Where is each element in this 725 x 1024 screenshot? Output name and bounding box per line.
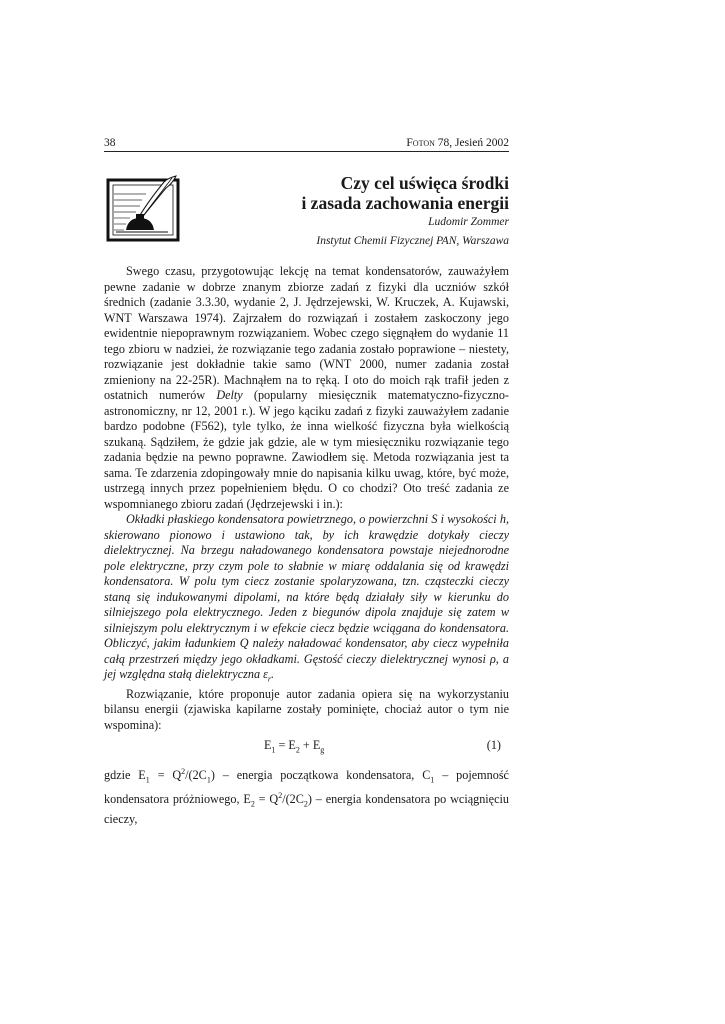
author-name: Ludomir Zommer [428,216,509,228]
where-b: = Q [149,768,182,783]
eq-sub-1: 1 [271,745,276,755]
problem-quote [104,512,509,687]
article-body [104,264,509,828]
delty-title: Delty [216,388,243,402]
equation-1 [104,735,509,757]
paragraph-where [104,764,509,828]
where-s4: 2 [250,799,255,809]
where-s5: 2 [303,799,308,809]
eq-sub-g: g [320,745,325,755]
inkwell-quill-icon [106,174,182,242]
eq-sub-2: 2 [295,745,300,755]
equation-number: (1) [486,738,501,753]
quote-end: . [271,667,275,681]
eq-mid-2: + E [299,738,321,753]
quote-text: Okładki płaskiego kondensatora powietrznego, o powierzchni S i wysokości h, skierowano pionowo i ustawiono tak, by ich krawędzie dotykały cieczy dielektrycznej. Na brzegu naładowanego kondensatora powstaje niejednorodne pole elektryczne, przy czym pole to słabnie w miarę oddalania się od krawędzi kondensatora. W polu tym ciecz zostanie spolaryzowana, tzn. cząsteczki cieczy staną się indukowanymi dipolami, na które będą działały siły w kierunku do silniejszego pola elektrycznego. Jeden z biegunów dipola znajduje się zatem w silniejszym polu elektrycznym i w efekcie ciecz będzie wciągana do kondensatora. Obliczyć, jakim ładunkiem Q należy naładować kondensator, aby ciecz wypełniła całą przestrzeń między jego okładkami. Gęstość cieczy dielektrycznej wynosi ρ, a jej względna stałą dielektryczna ε [104,512,509,681]
where-h: ) – energia kondensatora po wciągnięciu cieczy, [104,792,509,827]
title-line-1: Czy cel uświęca środki [340,173,509,193]
paragraph-solution: Rozwiązanie, które proponuje autor zadania opiera się na wykorzystaniu bilansu energii (zjawiska kapilarne zostały pominięte, chociaż autor o tym nie wspomina): [104,686,509,732]
where-s3: 1 [430,775,435,785]
paragraph-intro [104,264,509,512]
equation-expression [264,738,324,758]
where-sup2: 2 [278,791,283,801]
intro-text-b: (popularny miesięcznik matematyczno-fizyczno-astronomiczny, nr 12, 2001 r.). W jego kąciku zadań z fizyki zauważyłem zadanie bardzo podobne (F562), tyle tylko, że inna wielkość fizyczna była wielkością szukaną. Sądziłem, że gdzie jak gdzie, ale w tym miesięczniku rozwiązanie tego zadania będzie na pewno poprawne. Zawiodłem się. Metoda rozwiązania jest ta sama. Te zdarzenia zdopingowały mnie do napisania kilku uwag, które, być może, ustrzegą innych przez popełnieniem błędu. O co chodzi? Oto treść zadania ze wspomnianego zbioru zadań (Jędrzejewski i in.): [104,388,509,511]
where-e: – pojemność kondensatora próżniowego, E [104,768,509,807]
journal-info [406,137,509,149]
running-header [104,137,509,152]
journal-issue: 78, Jesień 2002 [434,137,509,149]
eq-e1: E [264,738,272,753]
where-g: /(2C [282,792,304,807]
eq-mid-1: = E [275,738,296,753]
where-c: /(2C [185,768,207,783]
quote-sub: r [267,674,272,684]
title-line-2: i zasada zachowania energii [301,193,509,213]
journal-name: Foton [406,137,435,149]
article-title [301,173,509,213]
where-s2: 1 [206,775,211,785]
where-s1: 1 [145,775,150,785]
where-f: = Q [254,792,279,807]
intro-text-a: Swego czasu, przygotowując lekcję na temat kondensatorów, zauważyłem pewne zadanie w dobrze znanym zbiorze zadań z fizyki dla uczniów szkół średnich (zadanie 3.3.30, wydanie 2, J. Jędrzejewski, W. Kruczek, A. Kujawski, WNT Warszawa 1974). Zajrzałem do rozwiązań i zostałem zaskoczony jego ewidentnie niepoprawnym rozwiązaniem. Wobec czego sięgnąłem do wydanie 11 tego zbioru w nadziei, że rozwiązanie tego zadania zostało poprawione – niestety, rozwiązanie jest dokładnie takie samo (WNT 2000, numer zadania został zmieniony na 22-25R). Machnąłem na to ręką. I oto do moich rąk trafił jeden z ostatnich numerów [104,264,509,402]
where-d: ) – energia początkowa kondensatora, C [210,768,431,783]
where-sup1: 2 [181,767,186,777]
page-number: 38 [104,137,116,149]
where-a: gdzie E [104,768,146,783]
author-institute: Instytut Chemii Fizycznej PAN, Warszawa [316,235,509,247]
